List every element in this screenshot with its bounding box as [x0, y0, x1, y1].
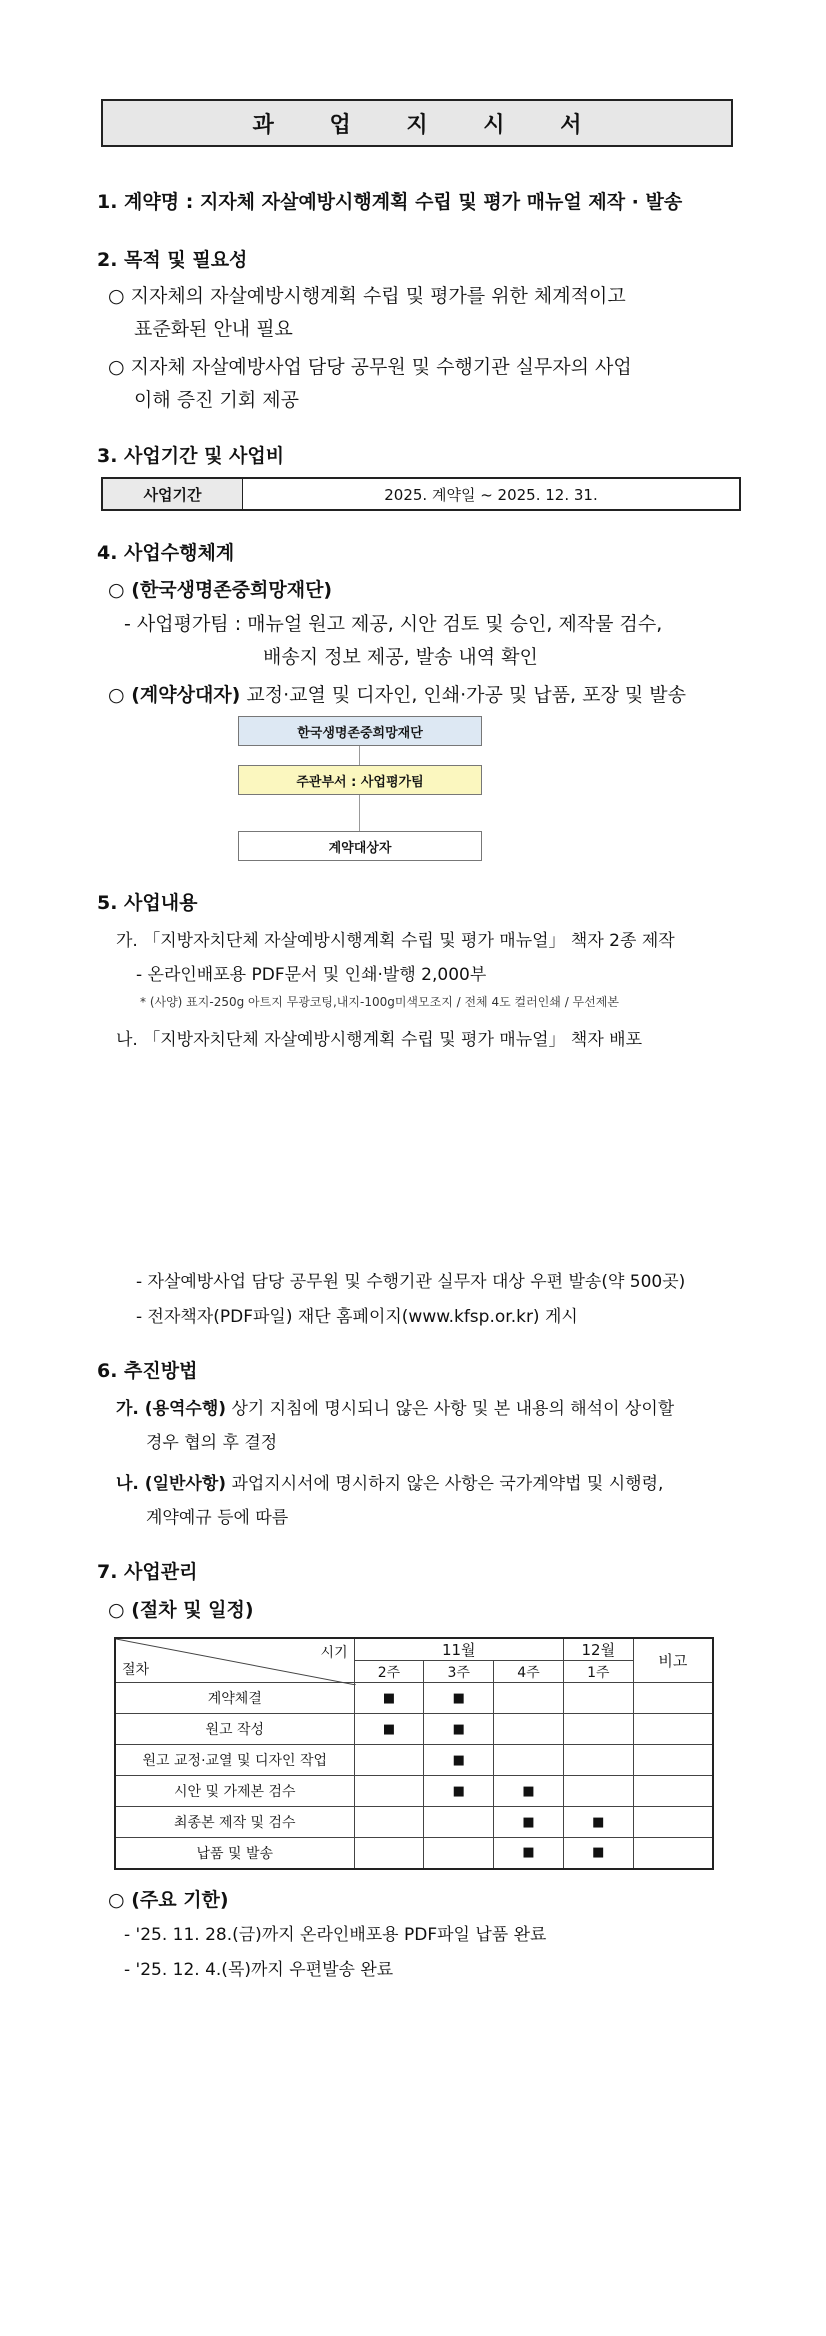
step-label: 계약체결	[115, 1683, 354, 1714]
schedule-mark	[494, 1714, 564, 1745]
section6-heading: 6. 추진방법	[97, 1360, 198, 1382]
purpose-bullet-1: ○ 지자체의 자살예방시행계획 수립 및 평가를 위한 체계적이고	[108, 285, 626, 307]
section3-heading: 3. 사업기간 및 사업비	[97, 445, 285, 467]
method-ga	[116, 1394, 674, 1419]
schedule-mark: ■	[494, 1776, 564, 1807]
content-ga-sub: - 온라인배포용 PDF문서 및 인쇄·발행 2,000부	[136, 965, 487, 985]
corner-label-step: 절차	[122, 1662, 150, 1678]
remark-cell	[633, 1838, 713, 1869]
method-ga-text: 상기 지침에 명시되니 않은 사항 및 본 내용의 해석이 상이할	[231, 1399, 675, 1419]
org-chart-contractor: 계약대상자	[238, 831, 482, 861]
schedule-mark: ■	[563, 1838, 633, 1869]
org-chart-connector-1	[359, 746, 360, 765]
org-chart-connector-2	[359, 795, 360, 831]
section7-heading: 7. 사업관리	[97, 1561, 198, 1583]
remark-cell	[633, 1745, 713, 1776]
org-chart-foundation: 한국생명존중희망재단	[238, 716, 482, 746]
remark-header: 비고	[633, 1638, 713, 1683]
schedule-mark: ■	[424, 1714, 494, 1745]
schedule-mark	[354, 1838, 424, 1869]
table-row	[115, 1776, 713, 1807]
step-label: 원고 교정·교열 및 디자인 작업	[115, 1745, 354, 1776]
content-na: 나. 「지방자치단체 자살예방시행계획 수립 및 평가 매뉴얼」 책자 배포	[116, 1030, 643, 1050]
schedule-mark: ■	[424, 1776, 494, 1807]
week-header: 1주	[563, 1661, 633, 1683]
week-header: 2주	[354, 1661, 424, 1683]
table-row	[115, 1683, 713, 1714]
schedule-mark: ■	[354, 1683, 424, 1714]
schedule-mark	[563, 1683, 633, 1714]
table-row	[115, 1745, 713, 1776]
document-title: 과 업 지 시 서	[101, 99, 733, 147]
remark-cell	[633, 1807, 713, 1838]
content-na-sub2: - 전자책자(PDF파일) 재단 홈페이지(www.kfsp.or.kr) 게시	[136, 1307, 578, 1327]
org-foundation: ○ (한국생명존중희망재단)	[108, 579, 333, 601]
schedule-mark	[354, 1745, 424, 1776]
org-foundation-role-cont: 배송지 정보 제공, 발송 내역 확인	[263, 646, 538, 668]
org-foundation-role: - 사업평가팀 : 매뉴얼 원고 제공, 시안 검토 및 승인, 제작물 검수,	[124, 613, 663, 635]
method-na-label: 나. (일반사항)	[116, 1474, 227, 1494]
org-contractor-label: ○ (계약상대자)	[108, 684, 241, 706]
schedule-mark: ■	[424, 1683, 494, 1714]
purpose-bullet-2-cont: 이해 증진 기회 제공	[134, 389, 299, 411]
schedule-mark	[494, 1683, 564, 1714]
table-row	[115, 1807, 713, 1838]
schedule-corner-cell	[115, 1638, 354, 1683]
table-row	[115, 1838, 713, 1869]
content-na-sub1: - 자살예방사업 담당 공무원 및 수행기관 실무자 대상 우편 발송(약 500곳)	[136, 1272, 686, 1292]
org-contractor-text: 교정·교열 및 디자인, 인쇄·가공 및 납품, 포장 및 발송	[246, 684, 686, 706]
period-label: 사업기간	[103, 479, 243, 509]
step-label: 원고 작성	[115, 1714, 354, 1745]
method-ga-cont: 경우 협의 후 결정	[146, 1433, 278, 1453]
schedule-mark	[563, 1714, 633, 1745]
section2-heading: 2. 목적 및 필요성	[97, 249, 248, 271]
schedule-mark	[354, 1776, 424, 1807]
schedule-mark: ■	[494, 1807, 564, 1838]
content-ga-spec-note: * (사양) 표지-250g 아트지 무광코팅,내지-100g미색모조지 / 전체 4도 컬러인쇄 / 무선제본	[140, 995, 619, 1009]
method-na-cont: 계약예규 등에 따름	[146, 1508, 289, 1528]
content-ga: 가. 「지방자치단체 자살예방시행계획 수립 및 평가 매뉴얼」 책자 2종 제작	[116, 931, 675, 951]
org-contractor	[108, 680, 686, 707]
org-chart-department: 주관부서 : 사업평가팀	[238, 765, 482, 795]
deadline-mail: - '25. 12. 4.(목)까지 우편발송 완료	[124, 1960, 394, 1980]
schedule-mark	[424, 1807, 494, 1838]
deadline-pdf: - '25. 11. 28.(금)까지 온라인배포용 PDF파일 납품 완료	[124, 1925, 547, 1945]
schedule-mark	[494, 1745, 564, 1776]
section4-heading: 4. 사업수행체계	[97, 542, 235, 564]
period-table	[101, 477, 741, 511]
deadline-heading: ○ (주요 기한)	[108, 1889, 229, 1911]
step-label: 시안 및 가제본 검수	[115, 1776, 354, 1807]
schedule-table	[114, 1637, 714, 1870]
schedule-mark: ■	[424, 1745, 494, 1776]
purpose-bullet-2: ○ 지자체 자살예방사업 담당 공무원 및 수행기관 실무자의 사업	[108, 356, 632, 378]
method-na-text: 과업지시서에 명시하지 않은 사항은 국가계약법 및 시행령,	[231, 1474, 664, 1494]
month-december: 12월	[563, 1638, 633, 1661]
schedule-mark: ■	[494, 1838, 564, 1869]
contract-name: 1. 계약명 : 지자체 자살예방시행계획 수립 및 평가 매뉴얼 제작 · 발송	[97, 191, 683, 213]
remark-cell	[633, 1776, 713, 1807]
method-ga-label: 가. (용역수행)	[116, 1399, 227, 1419]
method-na	[116, 1469, 663, 1494]
schedule-mark	[563, 1745, 633, 1776]
week-header: 3주	[424, 1661, 494, 1683]
remark-cell	[633, 1714, 713, 1745]
step-label: 최종본 제작 및 검수	[115, 1807, 354, 1838]
schedule-mark	[563, 1776, 633, 1807]
period-value: 2025. 계약일 ~ 2025. 12. 31.	[384, 485, 598, 504]
schedule-heading: ○ (절차 및 일정)	[108, 1599, 254, 1621]
step-label: 납품 및 발송	[115, 1838, 354, 1869]
section5-heading: 5. 사업내용	[97, 892, 198, 914]
month-november: 11월	[354, 1638, 563, 1661]
remark-cell	[633, 1683, 713, 1714]
table-row	[115, 1714, 713, 1745]
schedule-mark	[424, 1838, 494, 1869]
purpose-bullet-1-cont: 표준화된 안내 필요	[134, 318, 293, 340]
corner-label-period: 시기	[320, 1645, 348, 1661]
week-header: 4주	[494, 1661, 564, 1683]
schedule-mark: ■	[354, 1714, 424, 1745]
schedule-mark: ■	[563, 1807, 633, 1838]
schedule-mark	[354, 1807, 424, 1838]
